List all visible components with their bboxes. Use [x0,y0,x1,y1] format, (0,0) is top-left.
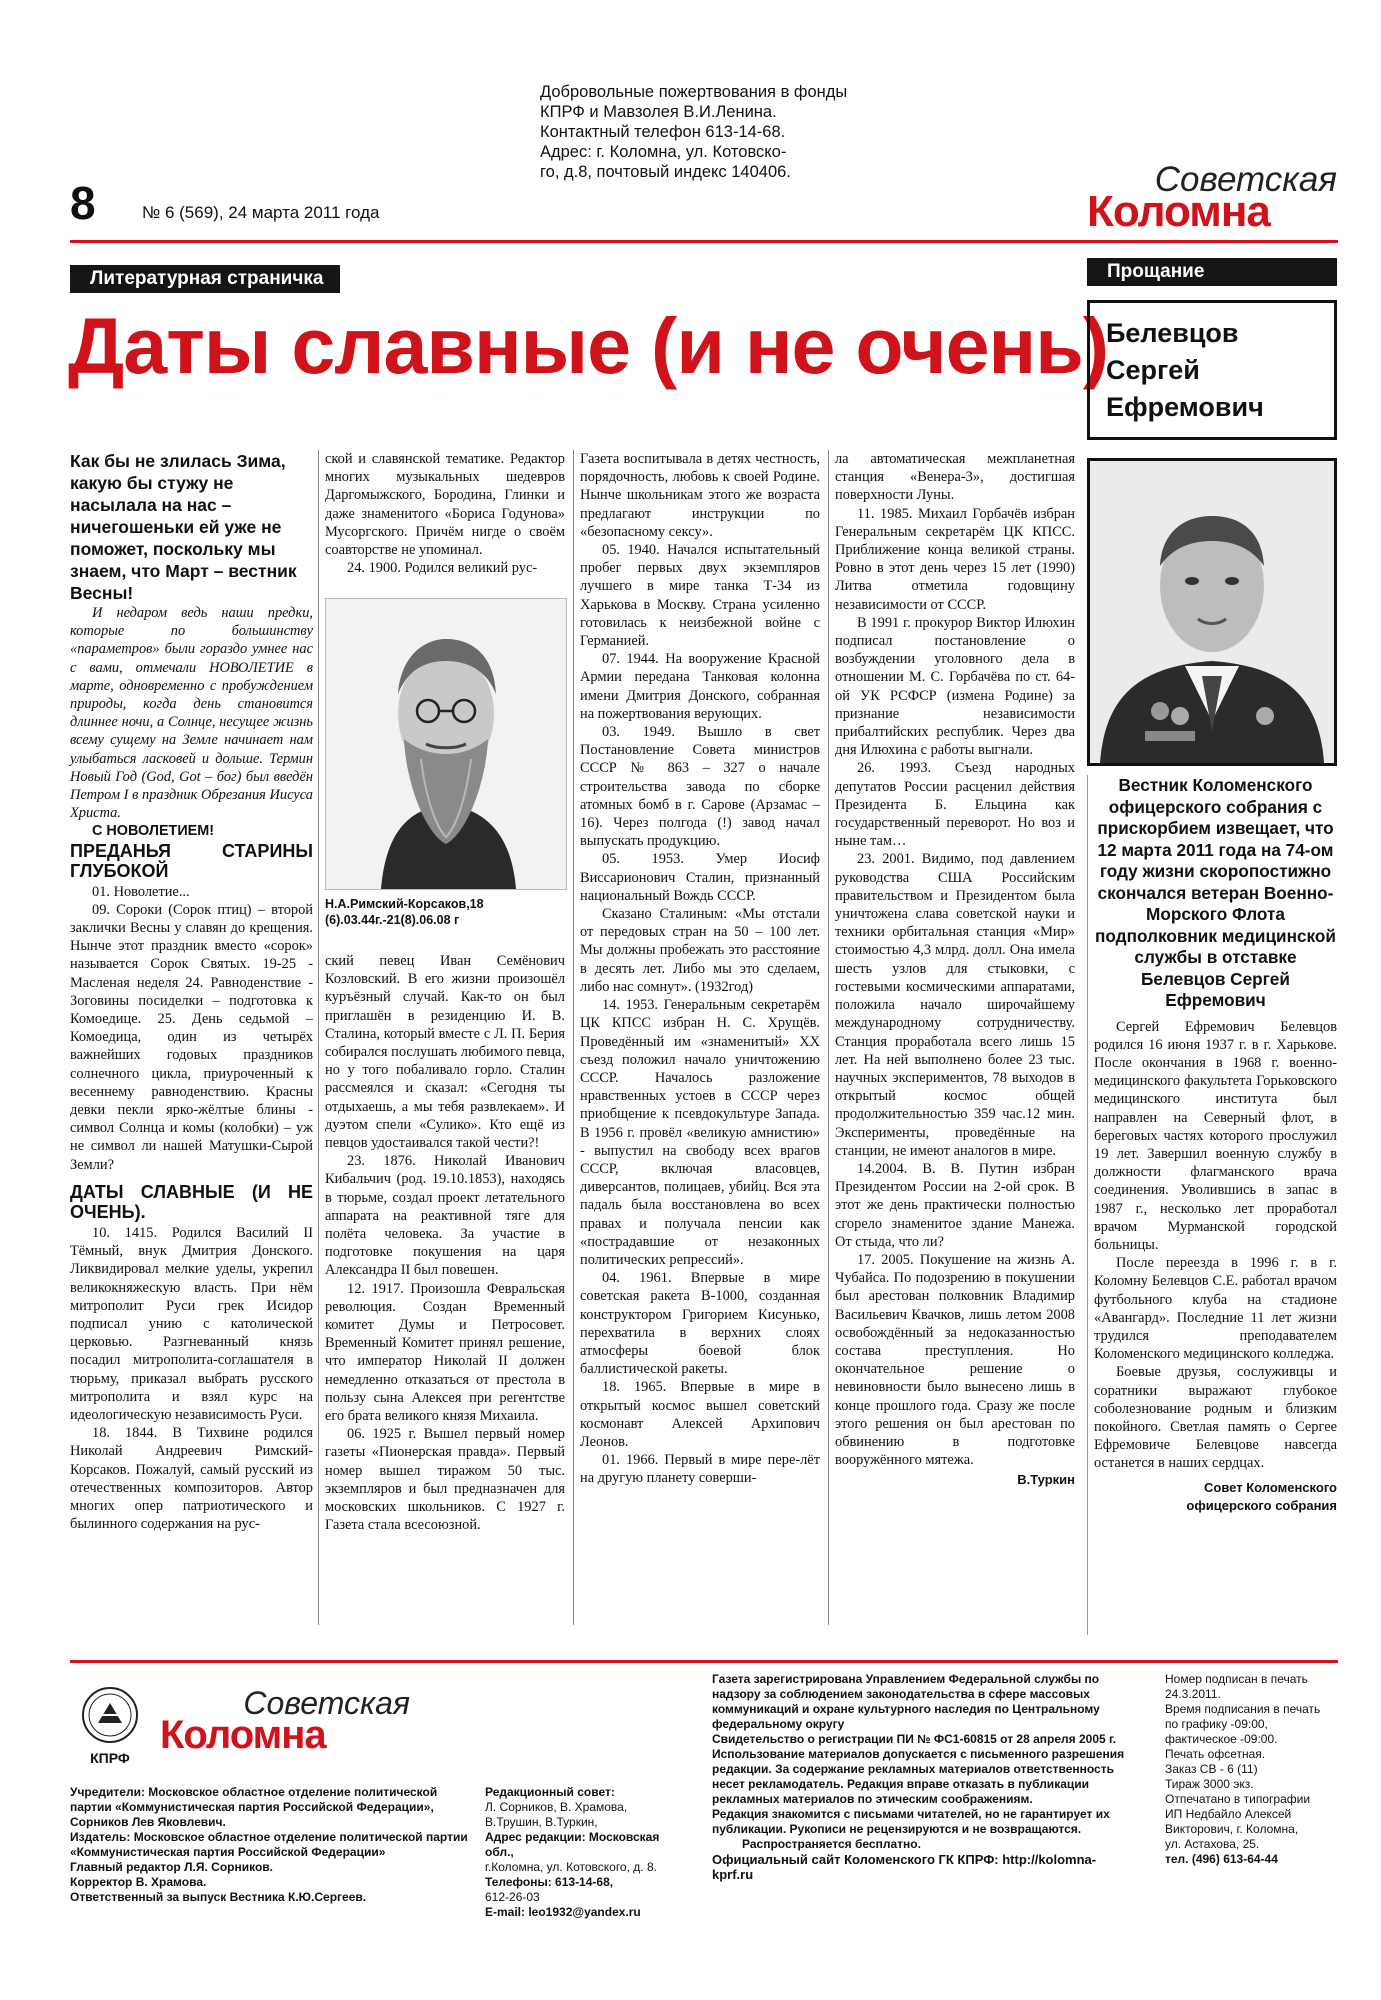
masthead-logo [1087,160,1337,236]
intro-text: И недаром ведь наши предки, которые по большинству «параметров» были гораздо умнее нас с вами, отмечали НОВОЛЕТИЕ в марте, одновременно с пробуждением природы, когда день становится длиннее ночи, а Солнце, несущее жизнь всему сущему на Земле начинает нам улыбаться ласковей и дольше. Термин Новый Год (God, Got – бог) был введён Петром I в праздник Обрезания Иисуса Христа. [70,605,313,822]
obituary-signature: Совет Коломенского офицерского собрания [1186,1479,1337,1513]
paragraph: 01. Новолетие... [92,883,190,900]
header-rule [70,240,1338,243]
paragraph: Сергей Ефремович Белевцов родился 16 июня 1937 г. в г. Харькове. После окончания в 1968 г. военно-медицинского факультета Горьковского медицинского института был направлен на Северный флот, в береговых частях которого прослужил 19 лет. Завершил военную службу в должности флагманского врача соединения. Уволившись в запас в 1987 г., несколько лет проработал врачом Мурманской городской больницы. [1094,1018,1337,1253]
column-4 [835,450,1075,1490]
footer-print-info: Номер подписан в печать 24.3.2011. Время подписания в печать по графику -09:00, фактическое -09:00. Печать офсетная. Заказ СВ - 6 (11) Тираж 3000 экз. Отпечатано в типографии ИП Недбайло Алексей Викторович, г. Коломна, ул. Астахова, 25. тел. (496) 613-64-44 [1165,1672,1321,1866]
column-1 [70,450,313,1533]
masthead-top: Советская [1154,160,1337,199]
paragraph: 26. 1993. Съезд народных депутатов России расценил действия Президента Б. Ельцина как государственный переворот. Но воз и ныне там… [835,760,1075,850]
paragraph: Газета воспитывала в детях честность, порядочность, любовь к своей Родине. Нынче школьникам этого же возраста предлагают инструкции по «безопасному сексу». [580,451,820,540]
obituary-name-line: Белевцов [1106,318,1239,348]
headline: Даты славные (и не очень) [68,301,1109,390]
paragraph: ский певец Иван Семёнович Козловский. В его жизни произошёл куръёзный случай. Как-то он был приглашён в резиденцию И. В. Сталина, который вместе с Л. П. Берия собирался послушать любимого певца, но у того побаливало горло. Сталин рассмеялся и сказал: «Сегодня ты отдыхаешь, а мы тебя развлекаем». И дуэтом спели «Сулико». Кто ещё из певцов удостаивался такой чести?! [325,953,565,1152]
footer-rule [70,1660,1338,1663]
paragraph: 14.2004. В. В. Путин избран Президентом России на 2-ой срок. В этот же день практически полностью сгорело знаменитое здание Манежа. От стыда, что ли? [835,1160,1075,1250]
issue-info: № 6 (569), 24 марта 2011 года [142,203,380,222]
column-3 [580,450,820,1488]
column-divider [573,450,574,1625]
column-divider [318,450,319,1625]
sidebar-label: Прощание [1087,258,1337,286]
paragraph: Боевые друзья, сослуживцы и соратники выражают глубокое соболезнование родным и близким покойного. Светлая память о Сергее Ефремовиче Белевцове навсегда останется в наших сердцах. [1094,1364,1337,1472]
obituary-text [1094,1018,1337,1473]
paragraph: 24. 1900. Родился великий рус- [347,560,538,577]
paragraph: 11. 1985. Михаил Горбачёв избран Генеральным секретарём ЦК КПСС. Приближение конца великой страны. Ровно в этот день через 15 лет (1990) Литва отметила годовщину независимости от СССР. [835,505,1075,613]
paragraph: 14. 1953. Генеральным секретарём ЦК КПСС избран Н. С. Хрущёв. Проведённый им «знаменитый» XX съезд положил начало уничтожению СССР. Началось разложение нравственных устоев в СССР через приобщение к псевдокультуре Запада. В 1956 г. провёл «великую амнистию» - выпустил на свободу всех врагов СССР, включая власовцев, диверсантов, полицаев, убийц. Вся эта падаль была восстановлена во всех правах и получала пенсии как «пострадавшие от незаконных политических репрессий». [580,997,820,1268]
footer-masthead-top: Советская [243,1685,410,1721]
donation-info: Добровольные пожертвования в фонды КПРФ и Мавзолея В.И.Ленина. Контактный телефон 613-14-68. Адрес: г. Коломна, ул. Котовско- го, д.8, почтовый индекс 140406. [540,83,848,181]
paragraph: 07. 1944. На вооружение Красной Армии передана Танковая колонна имени Дмитрия Донского, собранная на пожертвования верующих. [580,651,820,722]
obituary-name-line: Сергей [1106,355,1200,385]
section-label: Литературная страничка [70,265,340,293]
subheading-traditions: ПРЕДАНЬЯ СТАРИНЫ ГЛУБОКОЙ [70,840,313,881]
paragraph: 18. 1844. В Тихвине родился Николай Андреевич Римский-Корсаков. Пожалуй, самый русский из отечественных композиторов. Автор многих опер патриотического и былинного содержания на рус- [70,1425,313,1533]
paragraph: 03. 1949. Вышло в свет Постановление Совета министров СССР № 863 – 327 о начале строительства завода по сборке атомных бомб в г. Сарове (Арзамас – 16). Через полгода (!) завод начал выпускать продукцию. [580,724,820,850]
footer-registration: Газета зарегистрирована Управлением Федеральной службы по надзору за соблюдением законодательства в сфере массовых коммуникаций и охране культурного наследия по Центральному федеральному округу Свидетельство о регистрации ПИ № ФС1-60815 от 28 апреля 2005 г. Использование материалов допускается с письменного разрешения редакции. За содержание рекламных материалов ответственность несет рекламодатель. Редакция вправе отказать в публикации рекламных материалов по этическим соображениям. Редакция знакомится с письмами читателей, но не гарантирует их публикации. Рукописи не рецензируются и не возвращаются. Распространяется бесплатно. Официальный сайт Коломенского ГК КПРФ: http://kolomna-kprf.ru [712,1672,1125,1882]
article-signature: В.Туркин [1017,1472,1075,1488]
column-2 [325,450,565,577]
footer-editorial: Редакционный совет: Л. Сорников, В. Храмова, В.Трушин, В.Туркин, Адрес редакции: Московская обл., г.Коломна, ул. Котовского, д. 8. Телефоны: 613-14-68, 612-26-03 E-mail: leo1932@yandex.ru [485,1785,660,1919]
paragraph: 01. 1966. Первый в мире пере-лёт на другую планету соверши- [580,1452,820,1487]
footer-masthead-bottom: Коломна [160,1713,326,1757]
paragraph: 10. 1415. Родился Василий II Тёмный, внук Дмитрия Донского. Ликвидировал мелкие уделы, укрепил великокняжескую власть. При нём митрополит Руси грек Исидор подписал унию с католической церковью. Разгневанный князь посадил митрополита-соглашателя в тюрьму, приказал выбрать русского митрополита и взял курс на идеологическую независимость Руси. [70,1224,313,1423]
page-number: 8 [70,177,96,229]
party-name: КПРФ [90,1750,130,1766]
lead-text: Как бы не злилась Зима, какую бы стужу не насылала на нас – ничегошеньки ей уже не поможет, поскольку мы знаем, что Март – вестник Весны! [70,451,297,603]
paragraph: 23. 1876. Николай Иванович Кибальчич (род. 19.10.1853), находясь в тюрьме, создал проект летательного аппарата на реактивной тяге для полёта человека. За участие в подготовке покушения на царя Александра II был повешен. [325,1153,565,1279]
paragraph: После переезда в 1996 г. в г. Коломну Белевцов С.Е. работал врачом футбольного клуба на стадионе «Авангард». Последние 11 лет жизни трудился преподавателем Коломенского медицинского колледжа. [1094,1255,1337,1363]
obituary-announcement: Вестник Коломенского офицерского собрания с прискорбием извещает, что 12 марта 2011 года на 74-ом году жизни скоропостижно скончался ветеран Военно-Морского Флота подполковник медицинской службы в отставке Белевцов Сергей Ефремович [1095,775,1336,1010]
paragraph: 23. 2001. Видимо, под давлением руководства США Российским правительством и Президентом была уничтожена слава советской науки и техники орбитальная станция «Мир» стоимостью 4,3 млрд. долл. Она имела шесть узлов для стыковки, с гостевыми космическими аппаратами, положила начало широчайшему международному сотрудничеству. Станция проработала всего лишь 15 лет. На ней выполнено более 23 тыс. научных экспериментов, 78 выходов в открытый космос общей продолжительностью 359 час.12 мин. Эксперименты, проведённые на станции, не имеют аналогов в мире. [835,851,1075,1159]
paragraph: 05. 1953. Умер Иосиф Виссарионович Сталин, признанный национальный Вождь СССР. [580,851,820,904]
obituary-photo [1087,458,1337,766]
paragraph: 05. 1940. Начался испытательный пробег первых двух экземпляров лучшего в мире танка Т-34 из Харькова в Москву. Страна усиленно готовилась к неизбежной войне с Германией. [580,542,820,650]
kprf-emblem [75,1685,145,1765]
paragraph: Сказано Сталиным: «Мы отстали от передовых стран на 50 – 100 лет. Мы должны пробежать это расстояние в десять лет. Либо мы это сделаем, либо нас сомнут». (1932год) [580,906,820,995]
obituary-announcement-box [1087,775,1337,1635]
column-2-lower [325,952,565,1535]
subheading-dates: ДАТЫ СЛАВНЫЕ (И НЕ ОЧЕНЬ). [70,1181,313,1222]
footer-masthead [160,1685,410,1757]
masthead-bottom: Коломна [1087,187,1270,236]
obituary-name-line: Ефремович [1106,392,1264,422]
paragraph: 18. 1965. Впервые в мире в открытый космос вышел советский космонавт Алексей Архипович Леонов. [580,1379,820,1450]
paragraph: 12. 1917. Произошла Февральская революция. Создан Временный комитет Думы и Петросовет. Временный Комитет принял решение, что император Николай II должен немедленно отказаться от престола в пользу сына Алексея при регентстве его брата великого князя Михаила. [325,1280,565,1425]
column-divider [828,450,829,1625]
paragraph: 09. Сороки (Сорок птиц) – второй заклички Весны у славян до крещения. Нынче этот праздник вместо «сорок» называется Сорок Святых. 19-25 - Масленая неделя 24. Равноденствие - Зоговины посиделки – подготовка к Комоедице. 25. День седьмой – Комоедица, один из четырёх важнейших годовых праздников солнечного цикла, приуроченный к весеннему равноденствию. Красны девки пекли ярко-жёлтые блины - символ Солнца и комы (колобки) – уж не символ ли нашей Матушки-Сырой Земли? [70,901,313,1173]
paragraph: ла автоматическая межпланетная станция «Венера-3», достигшая поверхности Луны. [835,451,1075,504]
portrait-photo [325,598,567,890]
paragraph: 17. 2005. Покушение на жизнь А. Чубайса. По подозрению в покушении был арестован полковник Владимир Васильевич Квачков, лишь летом 2008 освобождённый за недоказанностью состава преступления. Но окончательное решение о невиновности было вынесено лишь в конце прошлого года. Сразу же после этого решения он был арестован по обвинению в подготовке вооружённого мятежа. [835,1251,1075,1469]
obituary-name-box [1087,300,1337,440]
footer-founders: Учредители: Московское областное отделение политической партии «Коммунистическая партия Российской Федерации», Сорников Лев Яковлевич. Издатель: Московское областное отделение политической партии «Коммунистическая партия Российской Федерации» Главный редактор Л.Я. Сорников. Корректор В. Храмова. Ответственный за выпуск Вестника К.Ю.Сергеев. [70,1785,468,1904]
paragraph: 04. 1961. Впервые в мире советская ракета В-1000, созданная конструктором Григорием Кисунько, перехватила в верхних слоях атмосферы боевой блок баллистической ракеты. [580,1270,820,1378]
greeting: С НОВОЛЕТИЕМ! [92,823,215,840]
paragraph: В 1991 г. прокурор Виктор Илюхин подписал постановление о возбуждении уголовного дела в отношении М. С. Горбачёва по ст. 64-ой УК РСФСР (измена Родине) за признание независимости прибалтийских республик. Через два дня Илюхина с работы выгнали. [835,614,1075,759]
party-emblem-icon [80,1685,140,1745]
paragraph: ской и славянской тематике. Редактор многих музыкальных шедевров Даргомыжского, Бородина, Глинки и даже знаменитого «Бориса Годунова» Мусоргского. Причём нигде о своём соавторстве не упоминал. [325,451,565,559]
photo-caption: Н.А.Римский-Корсаков,18 (6).03.44г.-21(8).06.08 г [325,897,484,927]
paragraph: 06. 1925 г. Вышел первый номер газеты «Пионерская правда». Первый номер вышел тиражом 50 тыс. экземпляров и был предназначен для московских школьников. С 1927 г. Газета стала всесоюзной. [325,1426,565,1534]
